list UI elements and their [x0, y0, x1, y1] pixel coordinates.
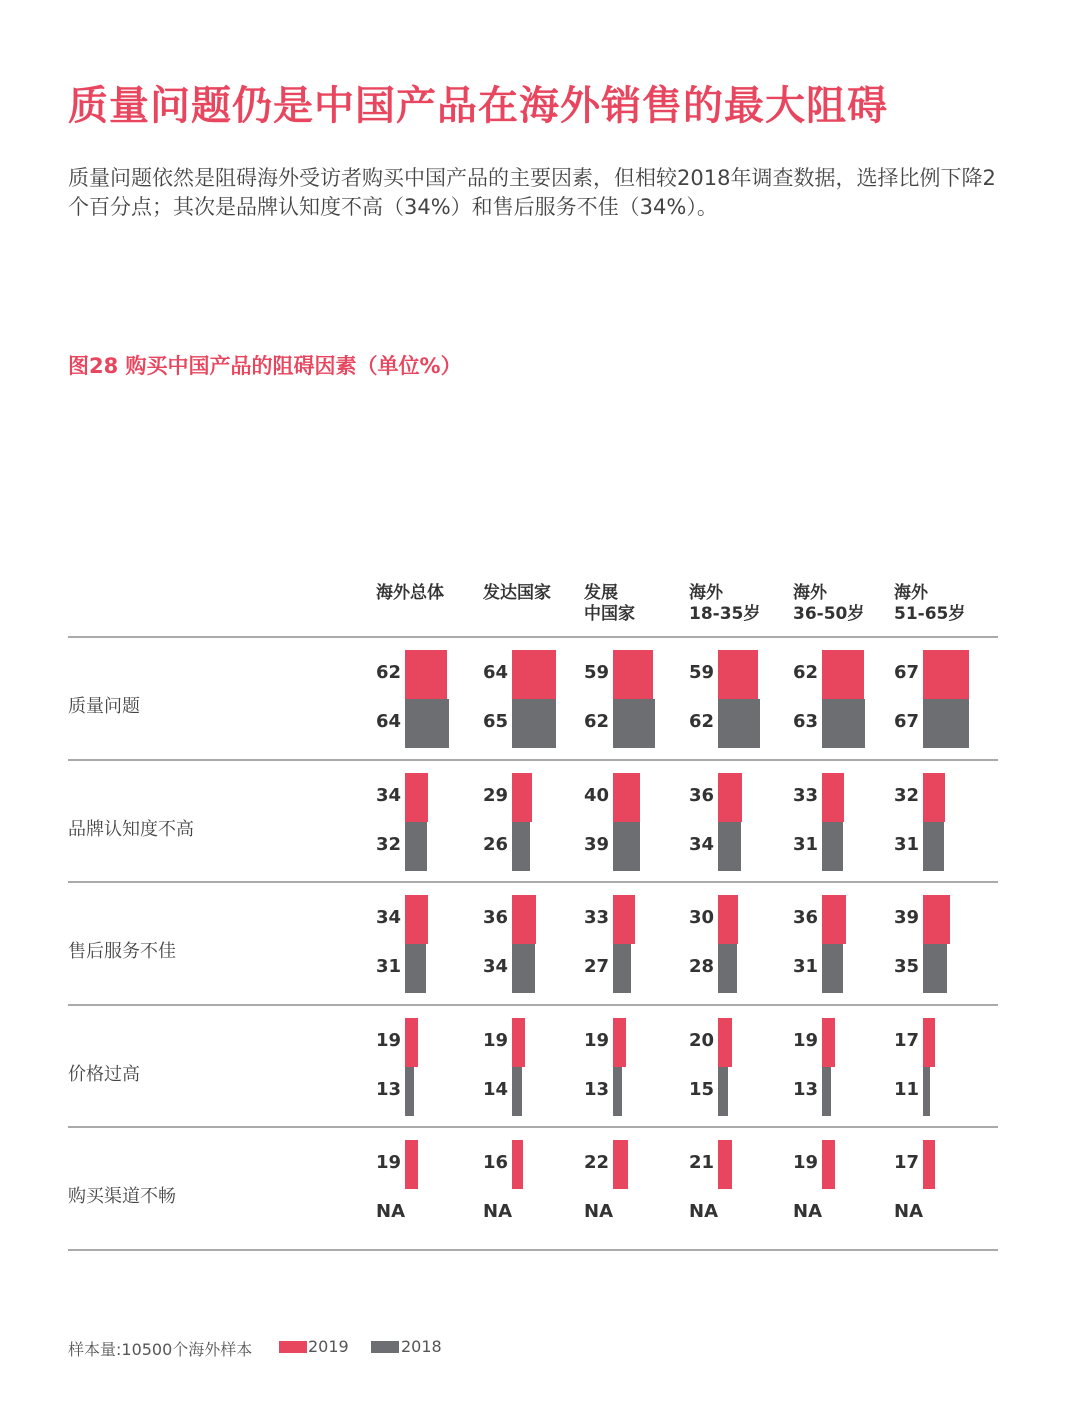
value-label-2019: 19 — [793, 1029, 819, 1051]
column-header — [376, 583, 444, 604]
value-label-2018: 28 — [689, 956, 715, 977]
column-header-line: 海外 — [793, 583, 827, 603]
value-label-2018: NA — [483, 1201, 512, 1222]
value-label-2018: 65 — [483, 711, 509, 732]
bar-2019 — [822, 1140, 835, 1189]
value-label-2018: 26 — [483, 833, 509, 855]
value-label-2019: 19 — [376, 1152, 402, 1173]
row-divider — [68, 759, 998, 761]
value-label-2019: 22 — [584, 1152, 610, 1173]
bar-2018 — [718, 944, 737, 993]
value-label-2018: NA — [376, 1201, 405, 1222]
value-label-2019: 34 — [376, 784, 402, 806]
row-divider — [68, 1004, 998, 1006]
column-header-line: 海外总体 — [376, 583, 444, 603]
bar-2019 — [405, 895, 428, 944]
bar-2019 — [613, 895, 635, 944]
bar-2019 — [923, 1018, 935, 1067]
bar-2018 — [718, 1067, 728, 1116]
row-label: 品牌认知度不高 — [68, 818, 194, 840]
value-label-2019: 29 — [483, 784, 509, 806]
legend-swatch-2019 — [279, 1341, 307, 1353]
bar-2019 — [405, 1018, 418, 1067]
value-label-2019: 19 — [584, 1029, 610, 1051]
bar-2018 — [512, 822, 530, 871]
value-label-2019: 17 — [894, 1029, 920, 1051]
value-label-2019: 17 — [894, 1152, 920, 1173]
legend-swatch-2018 — [371, 1341, 399, 1353]
value-label-2018: 35 — [894, 956, 920, 977]
bar-2018 — [613, 822, 640, 871]
bar-2019 — [822, 895, 846, 944]
bar-2018 — [718, 822, 741, 871]
bar-2019 — [512, 773, 532, 822]
bar-2019 — [405, 650, 447, 699]
bar-2018 — [613, 699, 655, 748]
column-header — [689, 583, 760, 625]
bar-2019 — [718, 1018, 732, 1067]
value-label-2019: 34 — [376, 907, 402, 928]
value-label-2019: 59 — [584, 662, 610, 683]
bar-2019 — [923, 1140, 935, 1189]
bar-2019 — [923, 650, 969, 699]
intro-paragraph: 质量问题依然是阻碍海外受访者购买中国产品的主要因素，但相较2018年调查数据，选择比例下降2个百分点；其次是品牌认知度不高（34%）和售后服务不佳（34%）。 — [68, 166, 996, 219]
bar-2018 — [512, 1067, 522, 1116]
value-label-2018: 13 — [584, 1078, 610, 1100]
value-label-2019: 16 — [483, 1152, 509, 1173]
value-label-2019: 21 — [689, 1152, 715, 1173]
bar-2018 — [405, 822, 427, 871]
value-label-2019: 59 — [689, 662, 715, 683]
bar-2019 — [822, 773, 844, 822]
value-label-2019: 64 — [483, 662, 509, 683]
value-label-2019: 30 — [689, 907, 715, 928]
value-label-2018: 15 — [689, 1078, 715, 1100]
column-header-line: 中国家 — [584, 604, 635, 624]
value-label-2018: 13 — [376, 1078, 402, 1100]
column-header-line: 海外 — [894, 583, 928, 603]
value-label-2018: 67 — [894, 711, 920, 732]
column-header — [894, 583, 965, 625]
bar-2018 — [512, 699, 556, 748]
bar-2018 — [405, 1067, 414, 1116]
value-label-2019: 36 — [793, 907, 819, 928]
value-label-2019: 36 — [689, 784, 715, 806]
value-label-2018: 64 — [376, 711, 402, 732]
bar-2018 — [822, 699, 865, 748]
value-label-2018: NA — [894, 1201, 923, 1222]
value-label-2018: 11 — [894, 1078, 920, 1100]
column-header-line: 36-50岁 — [793, 604, 865, 624]
column-header — [584, 583, 635, 625]
row-label: 价格过高 — [68, 1063, 140, 1085]
bar-2018 — [923, 944, 947, 993]
bar-2019 — [512, 650, 556, 699]
value-label-2018: 13 — [793, 1078, 819, 1100]
bar-2018 — [613, 1067, 622, 1116]
column-header — [793, 583, 864, 625]
bar-2018 — [405, 699, 449, 748]
value-label-2018: 62 — [584, 711, 610, 732]
bar-2018 — [923, 1067, 930, 1116]
value-label-2018: 27 — [584, 956, 610, 977]
figure-caption: 图28 购买中国产品的阻碍因素（单位%） — [68, 354, 462, 378]
value-label-2018: 31 — [376, 956, 402, 977]
value-label-2019: 33 — [584, 907, 610, 928]
bar-2018 — [613, 944, 631, 993]
value-label-2019: 20 — [689, 1029, 715, 1051]
page-title: 质量问题仍是中国产品在海外销售的最大阻碍 — [68, 83, 888, 129]
bar-2018 — [923, 699, 969, 748]
column-header-line: 51-65岁 — [894, 604, 966, 624]
bar-2019 — [512, 1018, 525, 1067]
bar-2019 — [613, 773, 640, 822]
row-divider — [68, 1126, 998, 1128]
bar-2018 — [822, 822, 843, 871]
value-label-2019: 32 — [894, 784, 920, 806]
bar-2018 — [923, 822, 944, 871]
value-label-2018: 32 — [376, 833, 402, 855]
bar-2019 — [512, 1140, 523, 1189]
value-label-2018: 31 — [793, 956, 819, 977]
value-label-2019: 19 — [483, 1029, 509, 1051]
value-label-2018: 34 — [689, 833, 715, 855]
value-label-2019: 33 — [793, 784, 819, 806]
value-label-2019: 62 — [376, 662, 402, 683]
value-label-2019: 19 — [793, 1152, 819, 1173]
bar-2018 — [512, 944, 535, 993]
row-divider — [68, 1249, 998, 1251]
column-header — [483, 583, 551, 604]
value-label-2019: 36 — [483, 907, 509, 928]
bar-2019 — [822, 650, 864, 699]
value-label-2019: 19 — [376, 1029, 402, 1051]
bar-2019 — [405, 773, 428, 822]
column-header-line: 海外 — [689, 583, 723, 603]
value-label-2019: 40 — [584, 784, 610, 806]
bar-2019 — [512, 895, 536, 944]
row-divider — [68, 881, 998, 883]
value-label-2018: NA — [793, 1201, 822, 1222]
value-label-2018: NA — [689, 1201, 718, 1222]
bar-2019 — [822, 1018, 835, 1067]
bar-2018 — [822, 1067, 831, 1116]
column-header-line: 发达国家 — [483, 583, 551, 603]
bar-2019 — [718, 773, 742, 822]
bar-2019 — [923, 773, 945, 822]
bar-2019 — [718, 1140, 732, 1189]
value-label-2018: 39 — [584, 833, 610, 855]
value-label-2018: 31 — [793, 833, 819, 855]
bar-2019 — [923, 895, 950, 944]
bar-2018 — [718, 699, 760, 748]
value-label-2018: 34 — [483, 956, 509, 977]
value-label-2019: 39 — [894, 907, 920, 928]
value-label-2018: 31 — [894, 833, 920, 855]
bar-2019 — [718, 895, 738, 944]
legend-label-2018: 2018 — [401, 1337, 442, 1356]
bar-2019 — [613, 1018, 626, 1067]
bar-2019 — [405, 1140, 418, 1189]
value-label-2018: 63 — [793, 711, 819, 732]
column-header-line: 发展 — [584, 583, 618, 603]
value-label-2019: 67 — [894, 662, 920, 683]
bar-2018 — [405, 944, 426, 993]
row-label: 质量问题 — [68, 696, 140, 717]
bar-2019 — [613, 650, 653, 699]
column-header-line: 18-35岁 — [689, 604, 761, 624]
legend-label-2019: 2019 — [308, 1337, 349, 1356]
bar-2019 — [718, 650, 758, 699]
value-label-2019: 62 — [793, 662, 819, 683]
sample-size-note: 样本量:10500个海外样本 — [68, 1340, 253, 1359]
value-label-2018: 62 — [689, 711, 715, 732]
bar-2018 — [822, 944, 843, 993]
row-label: 售后服务不佳 — [68, 941, 176, 962]
row-divider — [68, 636, 998, 638]
row-label: 购买渠道不畅 — [68, 1186, 176, 1207]
value-label-2018: NA — [584, 1201, 613, 1222]
bar-2019 — [613, 1140, 628, 1189]
value-label-2018: 14 — [483, 1078, 509, 1100]
